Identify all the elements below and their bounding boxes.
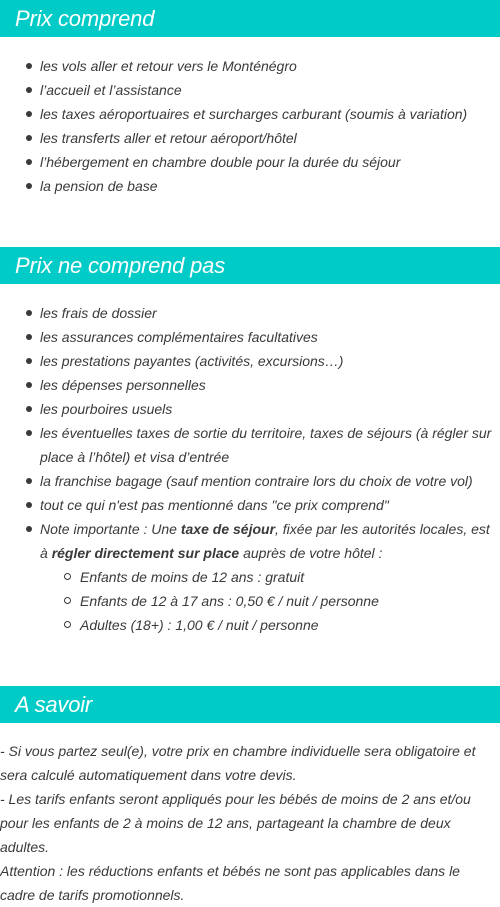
tax-rate-item: Enfants de moins de 12 ans : gratuit xyxy=(40,565,494,589)
a-savoir-section xyxy=(0,686,500,907)
list-item: les transferts aller et retour aéroport/hôtel xyxy=(0,126,500,150)
a-savoir-line: - Si vous partez seul(e), votre prix en chambre individuelle sera obligatoire et sera calculé automatiquement dans votre devis. xyxy=(0,743,476,783)
list-item: les frais de dossier xyxy=(0,301,500,325)
list-item: l’accueil et l’assistance xyxy=(0,78,500,102)
list-item: les pourboires usuels xyxy=(0,397,500,421)
a-savoir-header xyxy=(0,686,500,723)
not-included-title: Prix ne comprend pas xyxy=(15,252,225,278)
a-savoir-line: - Les tarifs enfants seront appliqués pour les bébés de moins de 2 ans et/ou pour les enfants de 2 à moins de 12 ans, partageant la chambre de deux adultes. xyxy=(0,791,471,855)
tax-note-prefix: Note importante : Une xyxy=(40,521,181,537)
list-item: les dépenses personnelles xyxy=(0,373,500,397)
included-title: Prix comprend xyxy=(15,5,155,31)
list-item: la franchise bagage (sauf mention contraire lors du choix de votre vol) xyxy=(0,469,500,493)
a-savoir-line: Attention : les réductions enfants et bébés ne sont pas applicables dans le cadre de tarifs promotionnels. xyxy=(0,863,460,903)
included-list xyxy=(0,54,500,198)
not-included-section xyxy=(0,247,500,637)
tax-note-middle: , fixée par les autorités locales, est à xyxy=(40,521,490,561)
tax-note-suffix: auprès de votre hôtel : xyxy=(239,545,383,561)
list-item: les vols aller et retour vers le Monténégro xyxy=(0,54,500,78)
list-item: les taxes aéroportuaires et surcharges carburant (soumis à variation) xyxy=(0,102,500,126)
included-section xyxy=(0,0,500,198)
a-savoir-text xyxy=(0,739,500,907)
list-item: les assurances complémentaires facultatives xyxy=(0,325,500,349)
list-item: tout ce qui n'est pas mentionné dans "ce prix comprend" xyxy=(0,493,500,517)
tax-rate-item: Enfants de 12 à 17 ans : 0,50 € / nuit / personne xyxy=(40,589,494,613)
tax-note-bold-pay: régler directement sur place xyxy=(51,545,240,561)
list-item: l’hébergement en chambre double pour la durée du séjour xyxy=(0,150,500,174)
tax-note-item xyxy=(0,517,500,637)
list-item: la pension de base xyxy=(0,174,500,198)
not-included-header xyxy=(0,247,500,284)
tax-rate-item: Adultes (18+) : 1,00 € / nuit / personne xyxy=(40,613,494,637)
not-included-list xyxy=(0,301,500,637)
a-savoir-title: A savoir xyxy=(15,691,93,717)
tax-note-bold-tax: taxe de séjour xyxy=(180,521,276,537)
list-item: les éventuelles taxes de sortie du territoire, taxes de séjours (à régler sur place à l’hôtel) et visa d’entrée xyxy=(0,421,500,469)
included-header xyxy=(0,0,500,37)
list-item: les prestations payantes (activités, excursions…) xyxy=(0,349,500,373)
tax-rates-list xyxy=(40,565,494,637)
